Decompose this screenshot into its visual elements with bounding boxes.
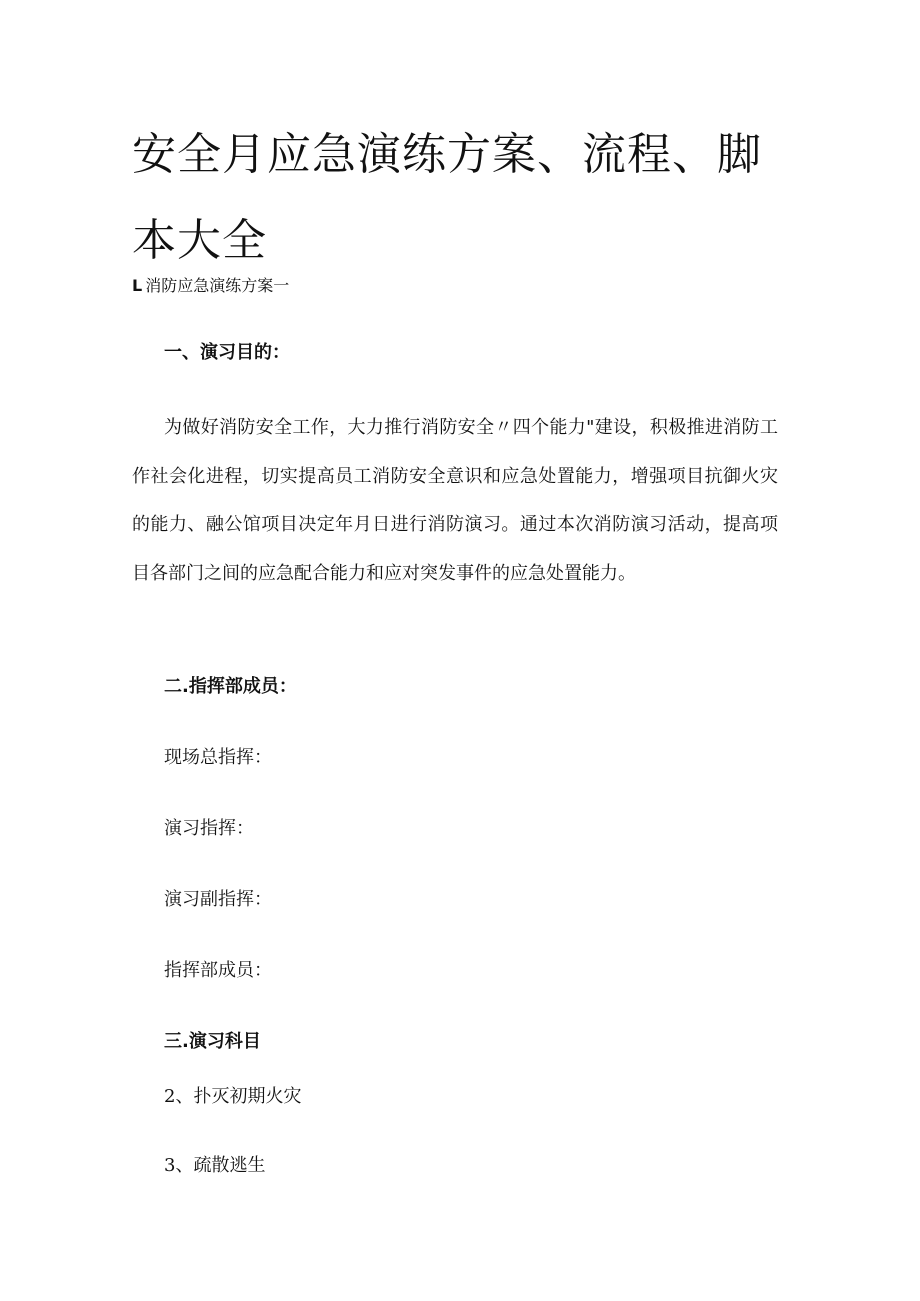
subject-item-number: 3 [164, 1155, 176, 1176]
section-paragraph-purpose: 为做好消防安全工作，大力推行消防安全〃四个能力"建设，积极推进消防工作社会化进程，切实提高员工消防安全意识和应急处置能力，增强项目抗御火灾的能力、融公馆项目决定年月日进行消防演习。通过本次消防演习活动，提高项目各部门之间的应急配合能力和应对突发事件的应急处置能力。 [132, 417, 778, 584]
subject-item-text: 、疏散逃生 [175, 1155, 266, 1176]
subject-item-extinguish [164, 1083, 301, 1111]
section-heading-purpose: 一、演习目的： [164, 342, 290, 363]
command-item-members: 指挥部成员： [164, 960, 272, 981]
document-subtitle [132, 274, 289, 298]
section-heading-subjects: 三.演习科目 [164, 1031, 261, 1052]
subtitle-text: 消防应急演练方案一 [145, 276, 290, 295]
command-item-deputy: 演习副指挥： [164, 889, 272, 910]
subject-item-text: 、扑灭初期火灾 [175, 1086, 302, 1107]
subject-item-number: 2 [164, 1086, 176, 1107]
subject-item-evacuate [164, 1152, 265, 1180]
document-title: 安全月应急演练方案、流程、脚本大全 [132, 129, 762, 266]
section-heading-command: 二.指挥部成员： [164, 676, 297, 697]
subtitle-lead: L [132, 276, 143, 295]
command-item-director: 演习指挥： [164, 818, 254, 839]
command-item-chief: 现场总指挥： [164, 747, 272, 768]
